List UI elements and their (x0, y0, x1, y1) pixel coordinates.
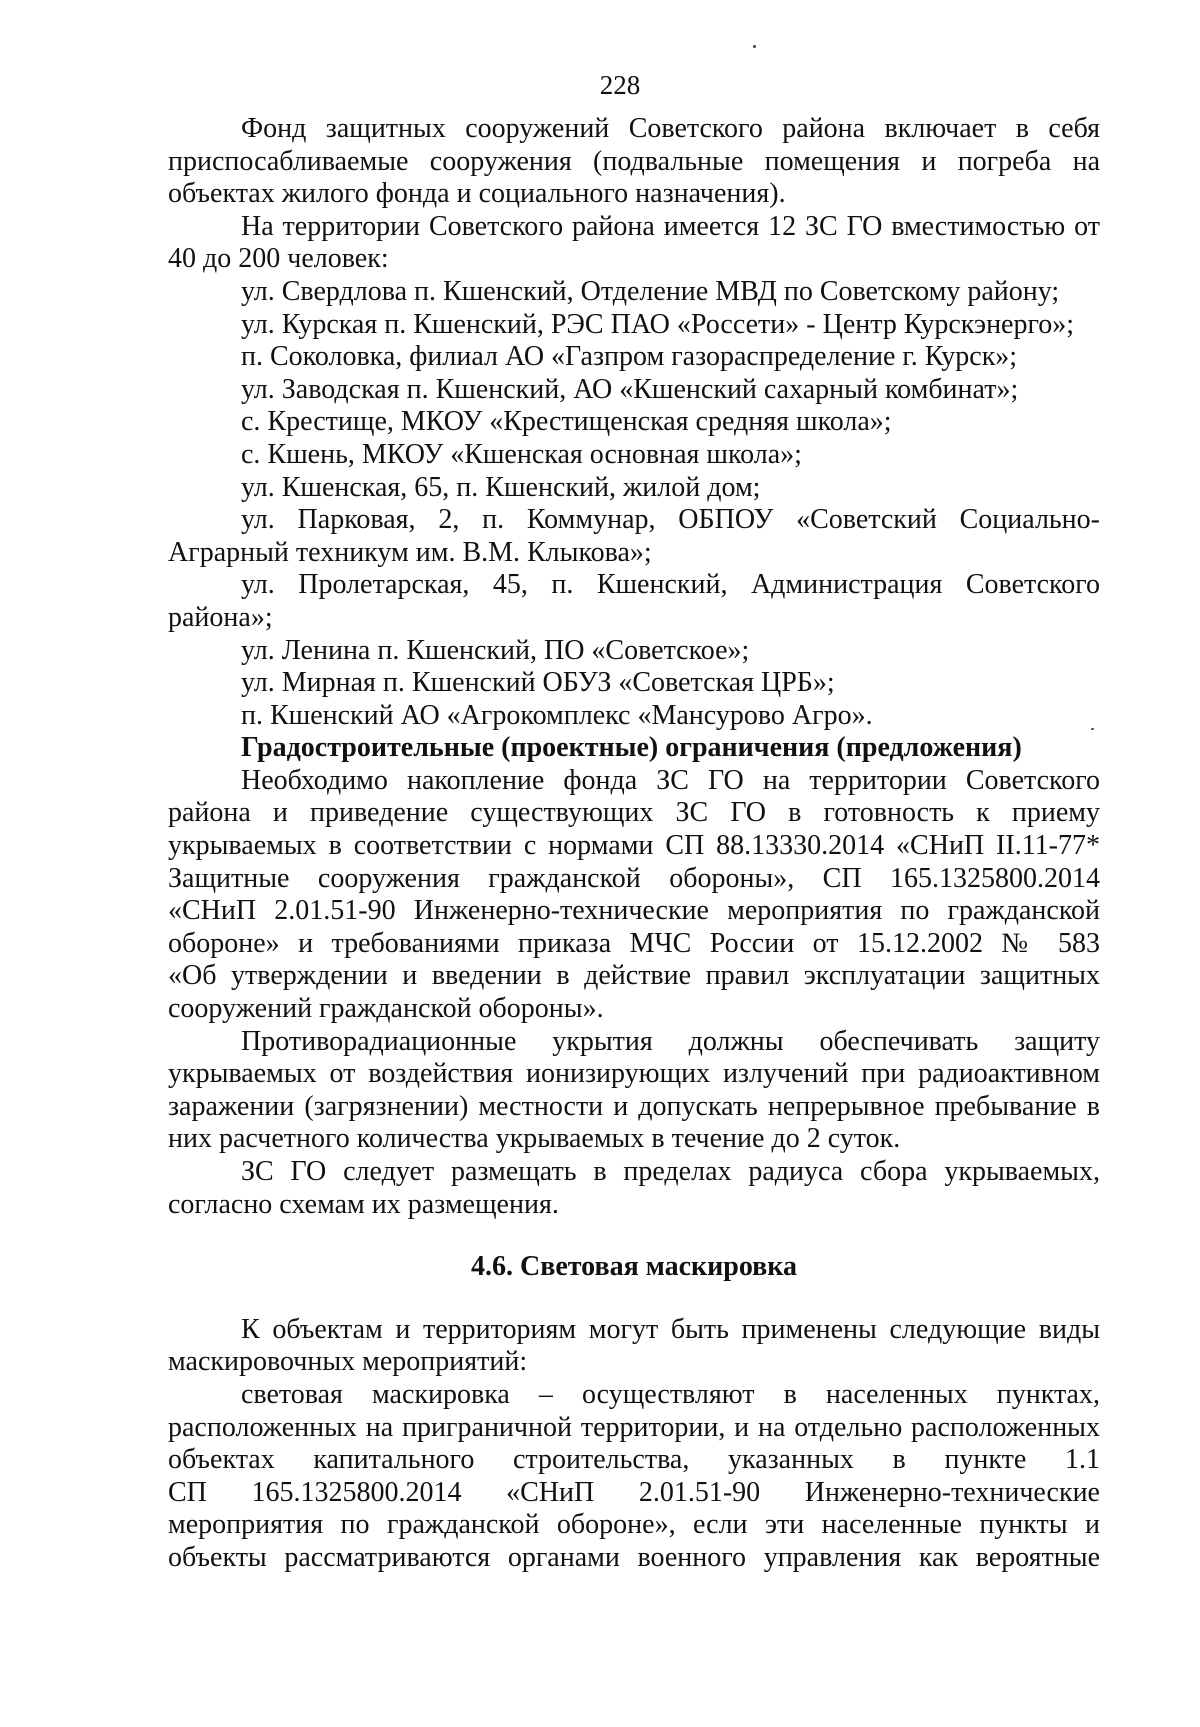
text-line: них расчетного количества укрываемых в течение до 2 суток. (168, 1123, 901, 1155)
scan-speck (753, 45, 756, 48)
shelter-list (168, 276, 1100, 732)
light-masking-paragraph (168, 1379, 1100, 1575)
radiation-paragraph (168, 1026, 1100, 1156)
text-line: укрываемых в соответствии с нормами СП 88.13330.2014 «СНиП II.11-77* (168, 830, 1100, 862)
text-line: СП 165.1325800.2014 «СНиП 2.01.51-90 Инженерно-технические (168, 1476, 1100, 1508)
text-line: объектах жилого фонда и социального назначения). (168, 178, 786, 210)
text-line: На территории Советского района имеется 12 ЗС ГО вместимостью от (241, 210, 1100, 242)
text-line: ЗС ГО следует размещать в пределах радиуса сбора укрываемых, (241, 1156, 1100, 1187)
list-item: ул. Заводская п. Кшенский, АО «Кшенский сахарный комбинат»; (241, 373, 1019, 405)
text-line: объектах капитального строительства, указанных в пункте 1.1 (168, 1444, 1100, 1476)
text-line: обороне» и требованиями приказа МЧС России от 15.12.2002 № 583 (168, 927, 1100, 959)
list-item: ул. Свердлова п. Кшенский, Отделение МВД по Советскому району; (241, 275, 1060, 307)
text-line: маскировочных мероприятий: (168, 1346, 528, 1378)
text-line: Противорадиационные укрытия должны обеспечивать защиту (241, 1025, 1100, 1057)
list-item: ул. Ленина п. Кшенский, ПО «Советское»; (241, 634, 750, 666)
list-item: ул. Мирная п. Кшенский ОБУЗ «Советская ЦРБ»; (241, 667, 835, 699)
list-item: п. Соколовка, филиал АО «Газпром газораспределение г. Курск»; (241, 341, 1018, 373)
masking-intro-paragraph (168, 1314, 1100, 1379)
list-item: ул. Курская п. Кшенский, РЭС ПАО «Россети» - Центр Курскэнерго»; (241, 308, 1075, 340)
list-item: с. Крестище, МКОУ «Крестищенская средняя школа»; (241, 406, 892, 438)
text-line: Защитные сооружения гражданской обороны», СП 165.1325800.2014 (168, 862, 1100, 894)
list-item: ул. Кшенская, 65, п. Кшенский, жилой дом; (241, 471, 761, 503)
text-line: объекты рассматриваются органами военного управления как вероятные (168, 1541, 1100, 1573)
text-line: района и приведение существующих ЗС ГО в готовность к приему (168, 797, 1100, 829)
placement-paragraph (168, 1156, 1100, 1221)
restrictions-heading: Градостроительные (проектные) ограничения (предложения) (241, 732, 1022, 764)
text-line: Необходимо накопление фонда ЗС ГО на территории Советского (241, 764, 1100, 796)
intro-paragraph (168, 113, 1100, 211)
text-line: световая маскировка – осуществляют в населенных пунктах, (241, 1378, 1100, 1410)
text-line: Фонд защитных сооружений Советского района включает в себя (241, 113, 1100, 144)
text-line: сооружений гражданской обороны». (168, 993, 604, 1025)
territory-paragraph (168, 211, 1100, 276)
text-line: заражении (загрязнении) местности и допускать непрерывное пребывание в (168, 1090, 1100, 1122)
document-body (168, 113, 1100, 1575)
list-item-continuation: района»; (168, 601, 273, 633)
text-line: приспосабливаемые сооружения (подвальные помещения и погреба на (168, 145, 1100, 177)
text-line: 40 до 200 человек: (168, 243, 389, 275)
list-item: ул. Парковая, 2, п. Коммунар, ОБПОУ «Советский Социально- (241, 504, 1100, 536)
text-line: мероприятия по гражданской обороне», если эти населенные пункты и (168, 1509, 1100, 1541)
list-item: с. Кшень, МКОУ «Кшенская основная школа»; (241, 438, 802, 470)
text-line: укрываемых от воздействия ионизирующих излучений при радиоактивном (168, 1058, 1100, 1090)
list-item: ул. Пролетарская, 45, п. Кшенский, Администрация Советского (241, 569, 1100, 601)
text-line: К объектам и территориям могут быть применены следующие виды (241, 1313, 1100, 1345)
page-number: 228 (599, 70, 641, 100)
text-line: «СНиП 2.01.51-90 Инженерно-технические мероприятия по гражданской (168, 895, 1100, 927)
list-item: п. Кшенский АО «Агрокомплекс «Мансурово Агро». (241, 699, 873, 731)
text-line: «Об утверждении и введении в действие правил эксплуатации защитных (168, 960, 1100, 992)
text-line: согласно схемам их размещения. (168, 1188, 559, 1220)
text-line: расположенных на приграничной территории, и на отдельно расположенных (168, 1411, 1100, 1443)
necessity-paragraph (168, 765, 1100, 1026)
section-heading: 4.6. Световая маскировка (470, 1251, 797, 1283)
list-item-continuation: Аграрный техникум им. В.М. Клыкова»; (168, 536, 652, 568)
